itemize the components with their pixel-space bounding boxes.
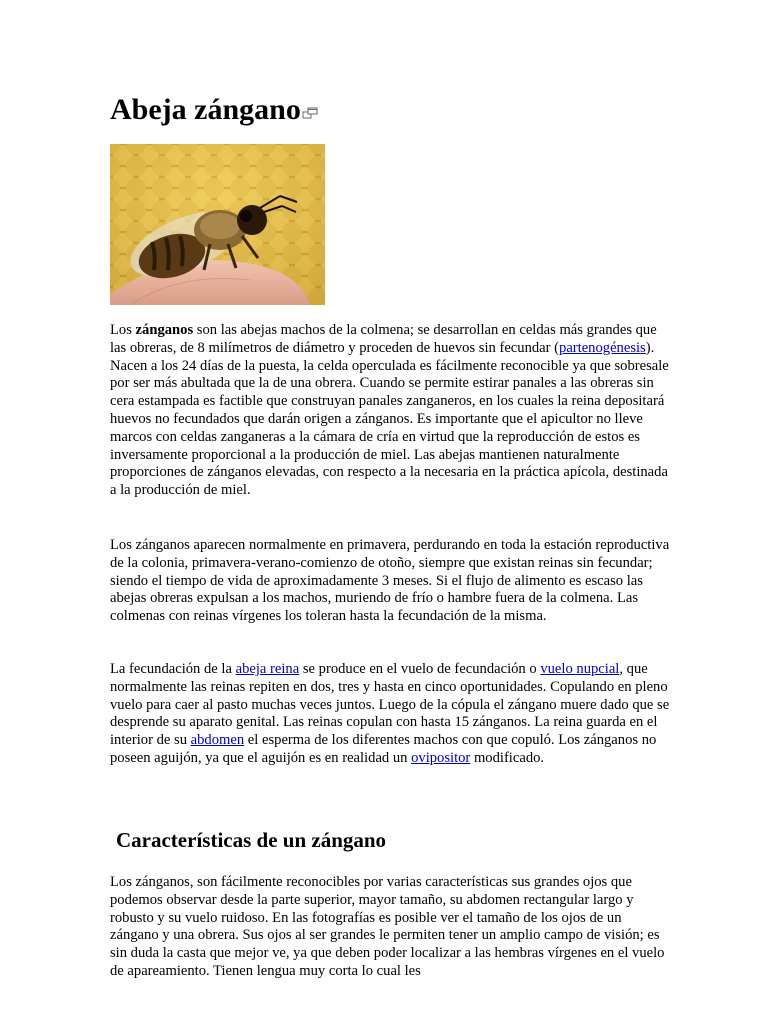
paragraph-characteristics: Los zánganos, son fácilmente reconocibles por varias características sus grandes ojos que podemos observar desde la parte superior, mayor tamaño, su abdomen rectangular largo y robusto y su vuelo ruidoso. En las fotografías es posible ver el tamaño de los ojos de un zángano y una obrera. Sus ojos al ser grandes le permiten tener un amplio campo de visión; es sin duda la casta que mejor ve, ya que deben poder localizar a las hembras vírgenes en el vuelo de apareamiento. Tienen lengua muy corta lo cual les [110, 874, 665, 979]
paragraph-season: Los zánganos aparecen normalmente en primavera, perdurando en toda la estación reproductiva de la colonia, primavera-verano-comienzo de otoño, siempre que existan reinas sin fecundar; siendo el tiempo de vida de aproximadamente 3 meses. Si el flujo de alimento es escaso las abejas obreras expulsan a los machos, muriendo de frío o hambre fuera de la colmena. Las colmenas con reinas vírgenes los toleran hasta la fecundación de la misma. [110, 537, 670, 625]
drone-bee-on-finger-photo [110, 144, 325, 305]
text-run: se produce en el vuelo de fecundación o [299, 661, 541, 677]
link-abeja-reina[interactable]: abeja reina [235, 661, 300, 677]
bold-term: zánganos [135, 322, 194, 338]
text-run: La fecundación de la [110, 661, 236, 677]
text-run: Los [110, 322, 136, 338]
text-run: son las abejas machos de la colmena; se desarrollan en celdas más grandes que las obreras, de 8 milímetros de diámetro y proceden de huevos sin fecundar ( [110, 322, 657, 356]
text-run: el esperma de los diferentes machos con que copuló. Los zánganos no poseen aguijón, ya que el aguijón es en realidad un [110, 732, 657, 766]
link-vuelo-nupcial[interactable]: vuelo nupcial [540, 661, 620, 677]
text-run: ). Nacen a los 24 días de la puesta, la celda operculada es fácilmente reconocible ya que sobresale por ser más abultada que la de una obrera. Cuando se permite estirar panales a las obreras sin cera estampada es factible que construyan panales zanganeros, en los cuales la reina depositará huevos no fecundados que darán origen a zánganos. Es importante que el apicultor no lleve marcos con celdas zanganeras a la cámara de cría en virtud que la reproducción de estos es inversamente proporcional a la producción de miel. Las abejas mantienen naturalmente proporciones de zánganos elevadas, con respecto a la necesaria en la práctica apícola, destinada a la producción de miel. [110, 339, 669, 499]
text-run: modificado. [470, 749, 545, 766]
link-abdomen[interactable]: abdomen [190, 732, 245, 749]
page-title [110, 92, 318, 128]
paragraph-intro [110, 322, 670, 500]
link-partenogenesis[interactable]: partenogénesis [559, 339, 646, 356]
external-window-icon[interactable] [302, 107, 318, 119]
page-title-text: Abeja zángano [110, 93, 301, 126]
text-run: , que normalmente las reinas repiten en dos, tres y hasta en cinco oportunidades. Copulando en pleno vuelo para caer al pasto muchas veces juntos. Luego de la cópula el zángano muere dado que se desprende su aparato genital. Las reinas copulan con hasta 15 zánganos. La reina guarda en el interior de su [110, 661, 670, 749]
section-heading: Características de un zángano [116, 828, 387, 852]
paragraph-fecundation [110, 661, 670, 768]
link-ovipositor[interactable]: ovipositor [411, 749, 471, 766]
